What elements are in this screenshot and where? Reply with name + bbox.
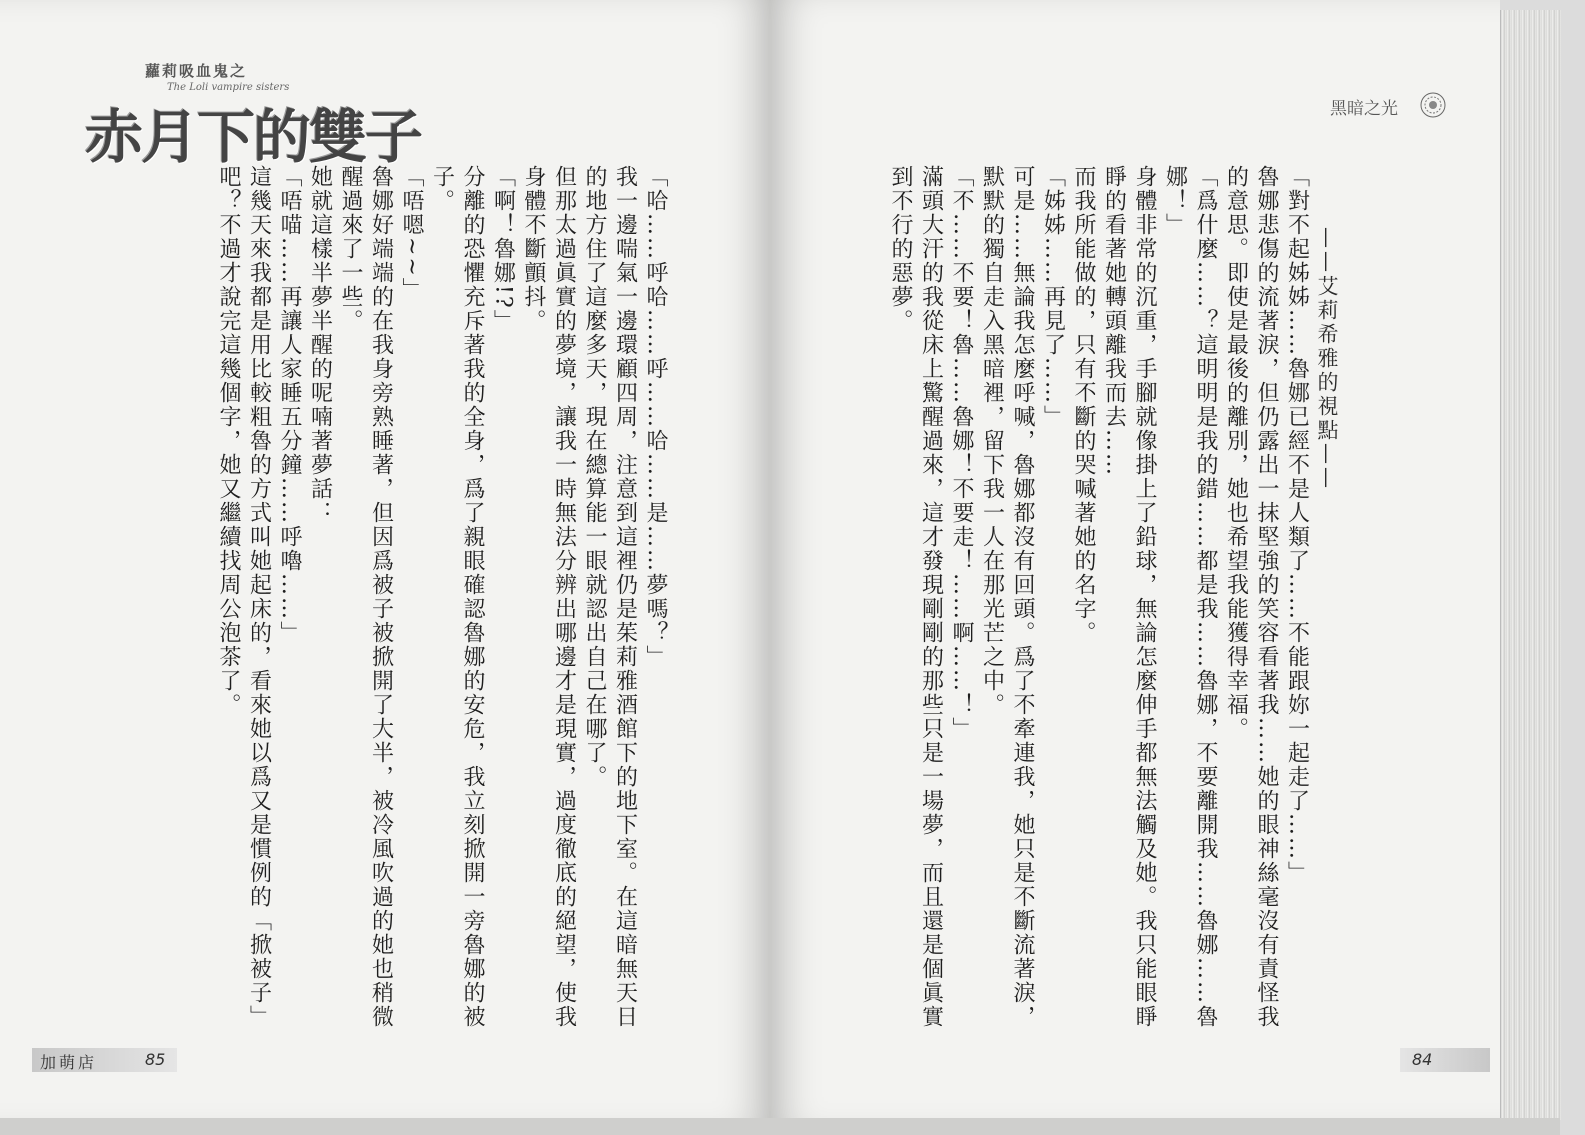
- paragraph: 我一邊喘氣一邊環顧四周，注意到這裡仍是茱莉雅酒館下的地下室。在這暗無天日的地方住了這麼多天，現在總算能一眼就認出自己在哪了。: [582, 165, 638, 1029]
- paragraph: 「啊！魯娜!?」: [490, 165, 516, 334]
- paragraph: 「哈……呼哈……呼……哈……是……夢嗎？」: [643, 165, 668, 669]
- page-number-right: 84: [1412, 1050, 1433, 1069]
- paragraph: 這幾天來我都是用比較粗魯的方式叫她起床的，看來她以爲又是慣例的「掀被子」吧？不過才說完這幾個字，她又繼續找周公泡茶了。: [216, 165, 272, 1029]
- paragraph: 但那太過眞實的夢境，讓我一時無法分辨出哪邊才是現實，過度徹底的絕望，使我身體不斷顫抖。: [521, 165, 577, 1029]
- book-title-logo: [85, 60, 422, 171]
- paragraph: 「不……不要！魯……魯娜！不要走！……啊……！」: [949, 165, 974, 741]
- flower-icon: [1420, 92, 1446, 118]
- paragraph: 而我所能做的，只有不斷的哭喊著她的名字。: [1071, 165, 1096, 645]
- bottom-edge: [0, 1118, 1560, 1135]
- paragraph: 可是……無論我怎麼呼喊，魯娜都沒有回頭。爲了不牽連我，她只是不斷流著淚，默默的獨自走入黑暗裡，留下我一人在那光芒之中。: [979, 165, 1035, 1029]
- paragraph: 魯娜悲傷的流著淚，但仍露出一抹堅強的笑容看著我……她的眼神絲毫沒有責怪我的意思。即使是最後的離別，她也希望我能獲得幸福。: [1223, 165, 1279, 1029]
- paragraph: 身體非常的沉重，手腳就像掛上了鉛球，無論怎麼伸手都無法觸及她。我只能眼睜睜的看著她轉頭離我而去……: [1101, 165, 1157, 1029]
- paragraph: 「對不起姊姊……魯娜已經不是人類了……不能跟妳一起走了……」: [1284, 165, 1310, 885]
- folio-publisher-label: 加萌店: [40, 1053, 98, 1072]
- paragraph: 「唔喵……再讓人家睡五分鐘……呼嚕……」: [277, 165, 302, 645]
- book-english-subtitle: The Loli vampire sisters: [167, 82, 290, 93]
- paragraph: 分離的恐懼充斥著我的全身，爲了親眼確認魯娜的安危，我立刻掀開一旁魯娜的被子。: [429, 165, 485, 1029]
- paragraph: 魯娜好端端的在我身旁熟睡著，但因爲被子被掀開了大半，被冷風吹過的她也稍微醒過來了一些。: [338, 165, 394, 1029]
- paragraph: 「唔嗯~~」: [399, 165, 424, 302]
- page-edges: [1500, 10, 1561, 1120]
- book-subtitle: 蘿莉吸血鬼之: [145, 62, 248, 80]
- section-heading: ——艾莉希雅的視點——: [1315, 227, 1339, 491]
- left-page-text: [110, 165, 670, 1045]
- page-number-left: 85: [145, 1050, 166, 1069]
- paragraph: 滿頭大汗的我從床上驚醒過來，這才發現剛剛的那些只是一場夢，而且還是個眞實到不行的惡夢。: [888, 165, 944, 1029]
- paragraph: 「爲什麼……？這明明是我的錯……都是我……魯娜，不要離開我……魯娜……魯娜！」: [1162, 165, 1218, 1029]
- paragraph: 她就這樣半夢半醒的呢喃著夢話：: [307, 165, 333, 525]
- paragraph: 「姊姊……再見了……」: [1040, 165, 1066, 429]
- right-page-text: [872, 165, 1342, 1045]
- running-head: 黑暗之光: [1330, 99, 1398, 119]
- book-title: 赤月下的雙子: [85, 103, 422, 171]
